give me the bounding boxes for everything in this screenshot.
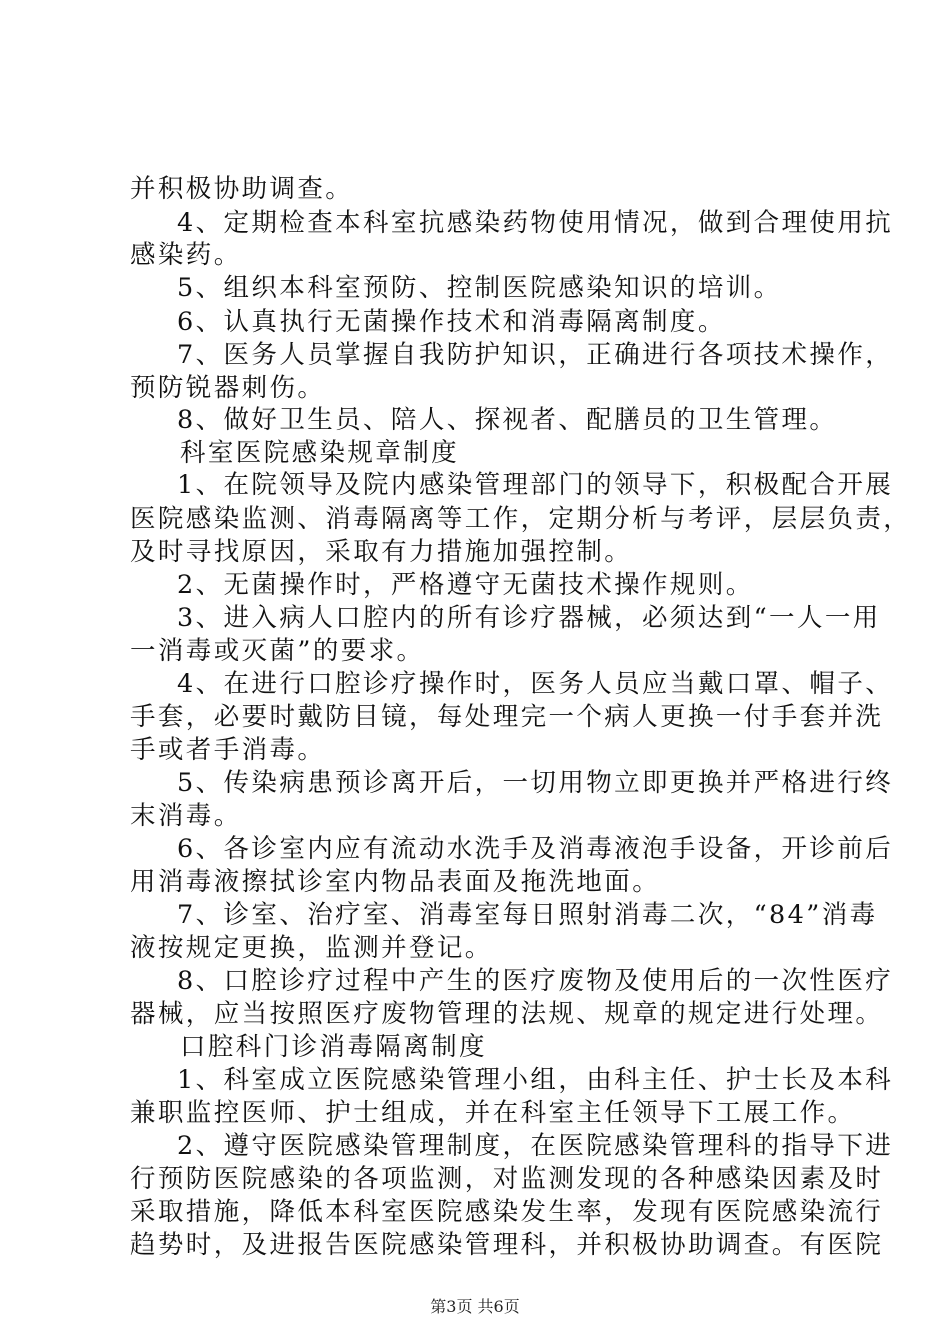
paragraph-line: 并积极协助调查。 bbox=[130, 174, 354, 204]
paragraph-line: 医院感染监测、消毒隔离等工作，定期分析与考评，层层负责， bbox=[130, 504, 912, 534]
paragraph-line: 8、做好卫生员、陪人、探视者、配膳员的卫生管理。 bbox=[177, 405, 838, 435]
paragraph-line: 趋势时，及进报告医院感染管理科，并积极协助调查。有医院 bbox=[130, 1230, 884, 1260]
paragraph-line: 4、定期检查本科室抗感染药物使用情况，做到合理使用抗 bbox=[177, 208, 894, 238]
paragraph-line: 行预防医院感染的各项监测，对监测发现的各种感染因素及时 bbox=[130, 1164, 884, 1194]
paragraph-line: 手套，必要时戴防目镜，每处理完一个病人更换一付手套并洗 bbox=[130, 702, 884, 732]
paragraph-line: 2、遵守医院感染管理制度，在医院感染管理科的指导下进 bbox=[177, 1131, 894, 1161]
paragraph-line: 采取措施，降低本科室医院感染发生率，发现有医院感染流行 bbox=[130, 1197, 884, 1227]
paragraph-line: 8、口腔诊疗过程中产生的医疗废物及使用后的一次性医疗 bbox=[177, 966, 894, 996]
section-heading: 口腔科门诊消毒隔离制度 bbox=[180, 1032, 487, 1062]
paragraph-line: 6、认真执行无菌操作技术和消毒隔离制度。 bbox=[177, 307, 726, 337]
paragraph-line: 器械，应当按照医疗废物管理的法规、规章的规定进行处理。 bbox=[130, 999, 884, 1029]
paragraph-line: 及时寻找原因，采取有力措施加强控制。 bbox=[130, 537, 633, 567]
paragraph-line: 6、各诊室内应有流动水洗手及消毒液泡手设备，开诊前后 bbox=[177, 834, 894, 864]
paragraph-line: 1、在院领导及院内感染管理部门的领导下，积极配合开展 bbox=[177, 470, 894, 500]
paragraph-line: 3、进入病人口腔内的所有诊疗器械，必须达到“一人一用 bbox=[177, 603, 881, 633]
page-number-footer: 第3页 共6页 bbox=[430, 1297, 520, 1316]
paragraph-line: 4、在进行口腔诊疗操作时，医务人员应当戴口罩、帽子、 bbox=[177, 669, 894, 699]
paragraph-line: 1、科室成立医院感染管理小组，由科主任、护士长及本科 bbox=[177, 1065, 894, 1095]
paragraph-line: 7、诊室、治疗室、消毒室每日照射消毒二次，“84”消毒 bbox=[177, 900, 878, 930]
paragraph-line: 2、无菌操作时，严格遵守无菌技术操作规则。 bbox=[177, 570, 754, 600]
paragraph-line: 兼职监控医师、护士组成，并在科室主任领导下工展工作。 bbox=[130, 1098, 856, 1128]
paragraph-line: 一消毒或灭菌”的要求。 bbox=[130, 636, 425, 666]
paragraph-line: 液按规定更换，监测并登记。 bbox=[130, 933, 493, 963]
paragraph-line: 7、医务人员掌握自我防护知识，正确进行各项技术操作， bbox=[177, 340, 894, 370]
paragraph-line: 末消毒。 bbox=[130, 801, 242, 831]
paragraph-line: 5、组织本科室预防、控制医院感染知识的培训。 bbox=[177, 273, 782, 303]
paragraph-line: 用消毒液擦拭诊室内物品表面及拖洗地面。 bbox=[130, 867, 661, 897]
paragraph-line: 感染药。 bbox=[130, 240, 242, 270]
paragraph-line: 手或者手消毒。 bbox=[130, 735, 326, 765]
paragraph-line: 5、传染病患预诊离开后，一切用物立即更换并严格进行终 bbox=[177, 768, 894, 798]
paragraph-line: 预防锐器刺伤。 bbox=[130, 373, 326, 403]
section-heading: 科室医院感染规章制度 bbox=[180, 438, 460, 468]
